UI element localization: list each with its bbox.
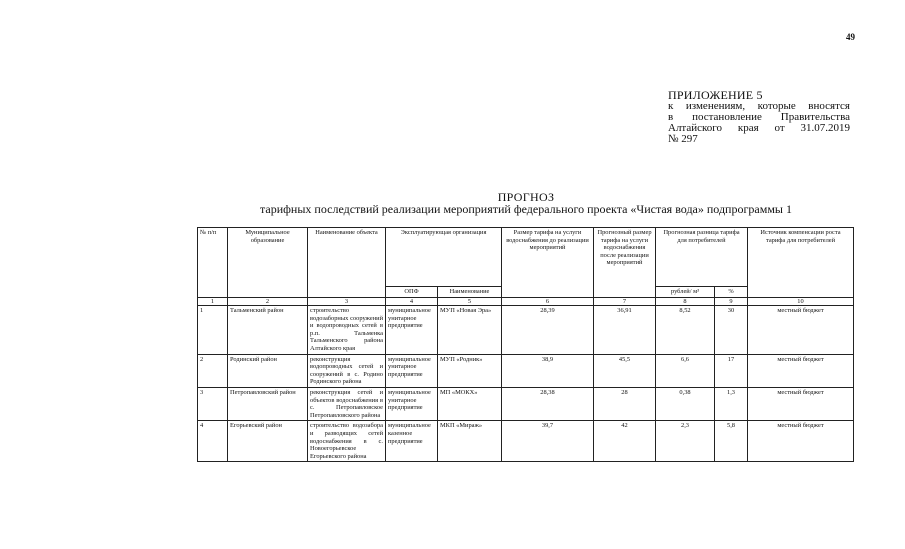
cell-municipality: Петропавловский район — [228, 387, 308, 420]
column-number-row — [198, 298, 854, 306]
cell-name: МУП «Новая Эра» — [438, 306, 502, 355]
column-number: 6 — [502, 298, 594, 306]
column-number: 10 — [748, 298, 854, 306]
cell-name: МУП «Родник» — [438, 354, 502, 387]
appendix-line: Алтайского края от 31.07.2019 — [668, 122, 850, 134]
header-operator: Эксплуатирующая организация — [386, 228, 502, 287]
cell-diff-rub: 6,6 — [656, 354, 715, 387]
header-num: № п/п — [198, 228, 228, 298]
table-header-row — [198, 228, 854, 287]
cell-diff-pct: 1,3 — [715, 387, 748, 420]
column-number: 5 — [438, 298, 502, 306]
cell-num: 2 — [198, 354, 228, 387]
header-name: Наименование — [438, 287, 502, 298]
page-number: 49 — [846, 32, 855, 42]
column-number: 1 — [198, 298, 228, 306]
appendix-line: № 297 — [668, 133, 698, 145]
header-diff-unit: рублей/ м³ — [656, 287, 715, 298]
cell-diff-pct: 30 — [715, 306, 748, 355]
cell-opf: муниципальное унитарное предприятие — [386, 354, 438, 387]
column-number: 4 — [386, 298, 438, 306]
header-tariff-before: Размер тарифа на услуги водоснабжения до реализации мероприятий — [502, 228, 594, 298]
appendix-line: в постановление Правительства — [668, 111, 850, 123]
cell-tariff-after: 36,91 — [594, 306, 656, 355]
appendix-title: ПРИЛОЖЕНИЕ 5 — [668, 88, 763, 102]
header-municipality: Муниципальное образование — [228, 228, 308, 298]
cell-municipality: Родинский район — [228, 354, 308, 387]
cell-opf: муниципальное унитарное предприятие — [386, 306, 438, 355]
cell-source: местный бюджет — [748, 421, 854, 462]
cell-num: 3 — [198, 387, 228, 420]
cell-diff-pct: 5,8 — [715, 421, 748, 462]
cell-object: реконструкция сетей и объектов водоснабжения в с. Петропавловское Петропавловского района — [308, 387, 386, 420]
cell-tariff-before: 38,9 — [502, 354, 594, 387]
column-number: 9 — [715, 298, 748, 306]
cell-tariff-before: 28,38 — [502, 387, 594, 420]
cell-source: местный бюджет — [748, 306, 854, 355]
cell-diff-pct: 17 — [715, 354, 748, 387]
column-number: 3 — [308, 298, 386, 306]
appendix-block — [668, 89, 850, 145]
cell-tariff-before: 39,7 — [502, 421, 594, 462]
forecast-table — [197, 227, 854, 462]
table-row — [198, 421, 854, 462]
cell-name: МП «МОКХ» — [438, 387, 502, 420]
cell-diff-rub: 8,52 — [656, 306, 715, 355]
cell-source: местный бюджет — [748, 354, 854, 387]
header-source: Источник компенсации роста тарифа для потребителей — [748, 228, 854, 298]
cell-tariff-before: 28,39 — [502, 306, 594, 355]
cell-diff-rub: 2,3 — [656, 421, 715, 462]
table-row — [198, 306, 854, 355]
header-opf: ОПФ — [386, 287, 438, 298]
table-row — [198, 354, 854, 387]
appendix-line: к изменениям, которые вносятся — [668, 100, 850, 112]
cell-num: 4 — [198, 421, 228, 462]
table-row — [198, 387, 854, 420]
cell-opf: муниципальное унитарное предприятие — [386, 387, 438, 420]
header-tariff-after: Прогнозный размер тарифа на услуги водоснабжения после реализации мероприятий — [594, 228, 656, 298]
heading-title: ПРОГНОЗ — [497, 190, 555, 204]
cell-tariff-after: 28 — [594, 387, 656, 420]
column-number: 8 — [656, 298, 715, 306]
cell-name: МКП «Мираж» — [438, 421, 502, 462]
header-diff-pct: % — [715, 287, 748, 298]
cell-num: 1 — [198, 306, 228, 355]
cell-object: строительство водозабора и разводящих сетей водоснабжения в с. Новоегорьевское Егорьевского района — [308, 421, 386, 462]
cell-object: строительство водозаборных сооружений и водопроводных сетей в р.п. Тальменка Тальменского района Алтайского края — [308, 306, 386, 355]
cell-municipality: Тальменский район — [228, 306, 308, 355]
cell-opf: муниципальное казенное предприятие — [386, 421, 438, 462]
header-diff: Прогнозная разница тарифа для потребителей — [656, 228, 748, 287]
document-heading — [196, 191, 856, 216]
column-number: 2 — [228, 298, 308, 306]
cell-source: местный бюджет — [748, 387, 854, 420]
cell-object: реконструкция водопроводных сетей и сооружений в с. Родино Родинского района — [308, 354, 386, 387]
heading-subtitle: тарифных последствий реализации мероприятий федерального проекта «Чистая вода» подпрограммы 1 — [260, 202, 792, 216]
header-object: Наименование объекта — [308, 228, 386, 298]
cell-municipality: Егорьевский район — [228, 421, 308, 462]
column-number: 7 — [594, 298, 656, 306]
cell-tariff-after: 45,5 — [594, 354, 656, 387]
cell-tariff-after: 42 — [594, 421, 656, 462]
cell-diff-rub: 0,38 — [656, 387, 715, 420]
